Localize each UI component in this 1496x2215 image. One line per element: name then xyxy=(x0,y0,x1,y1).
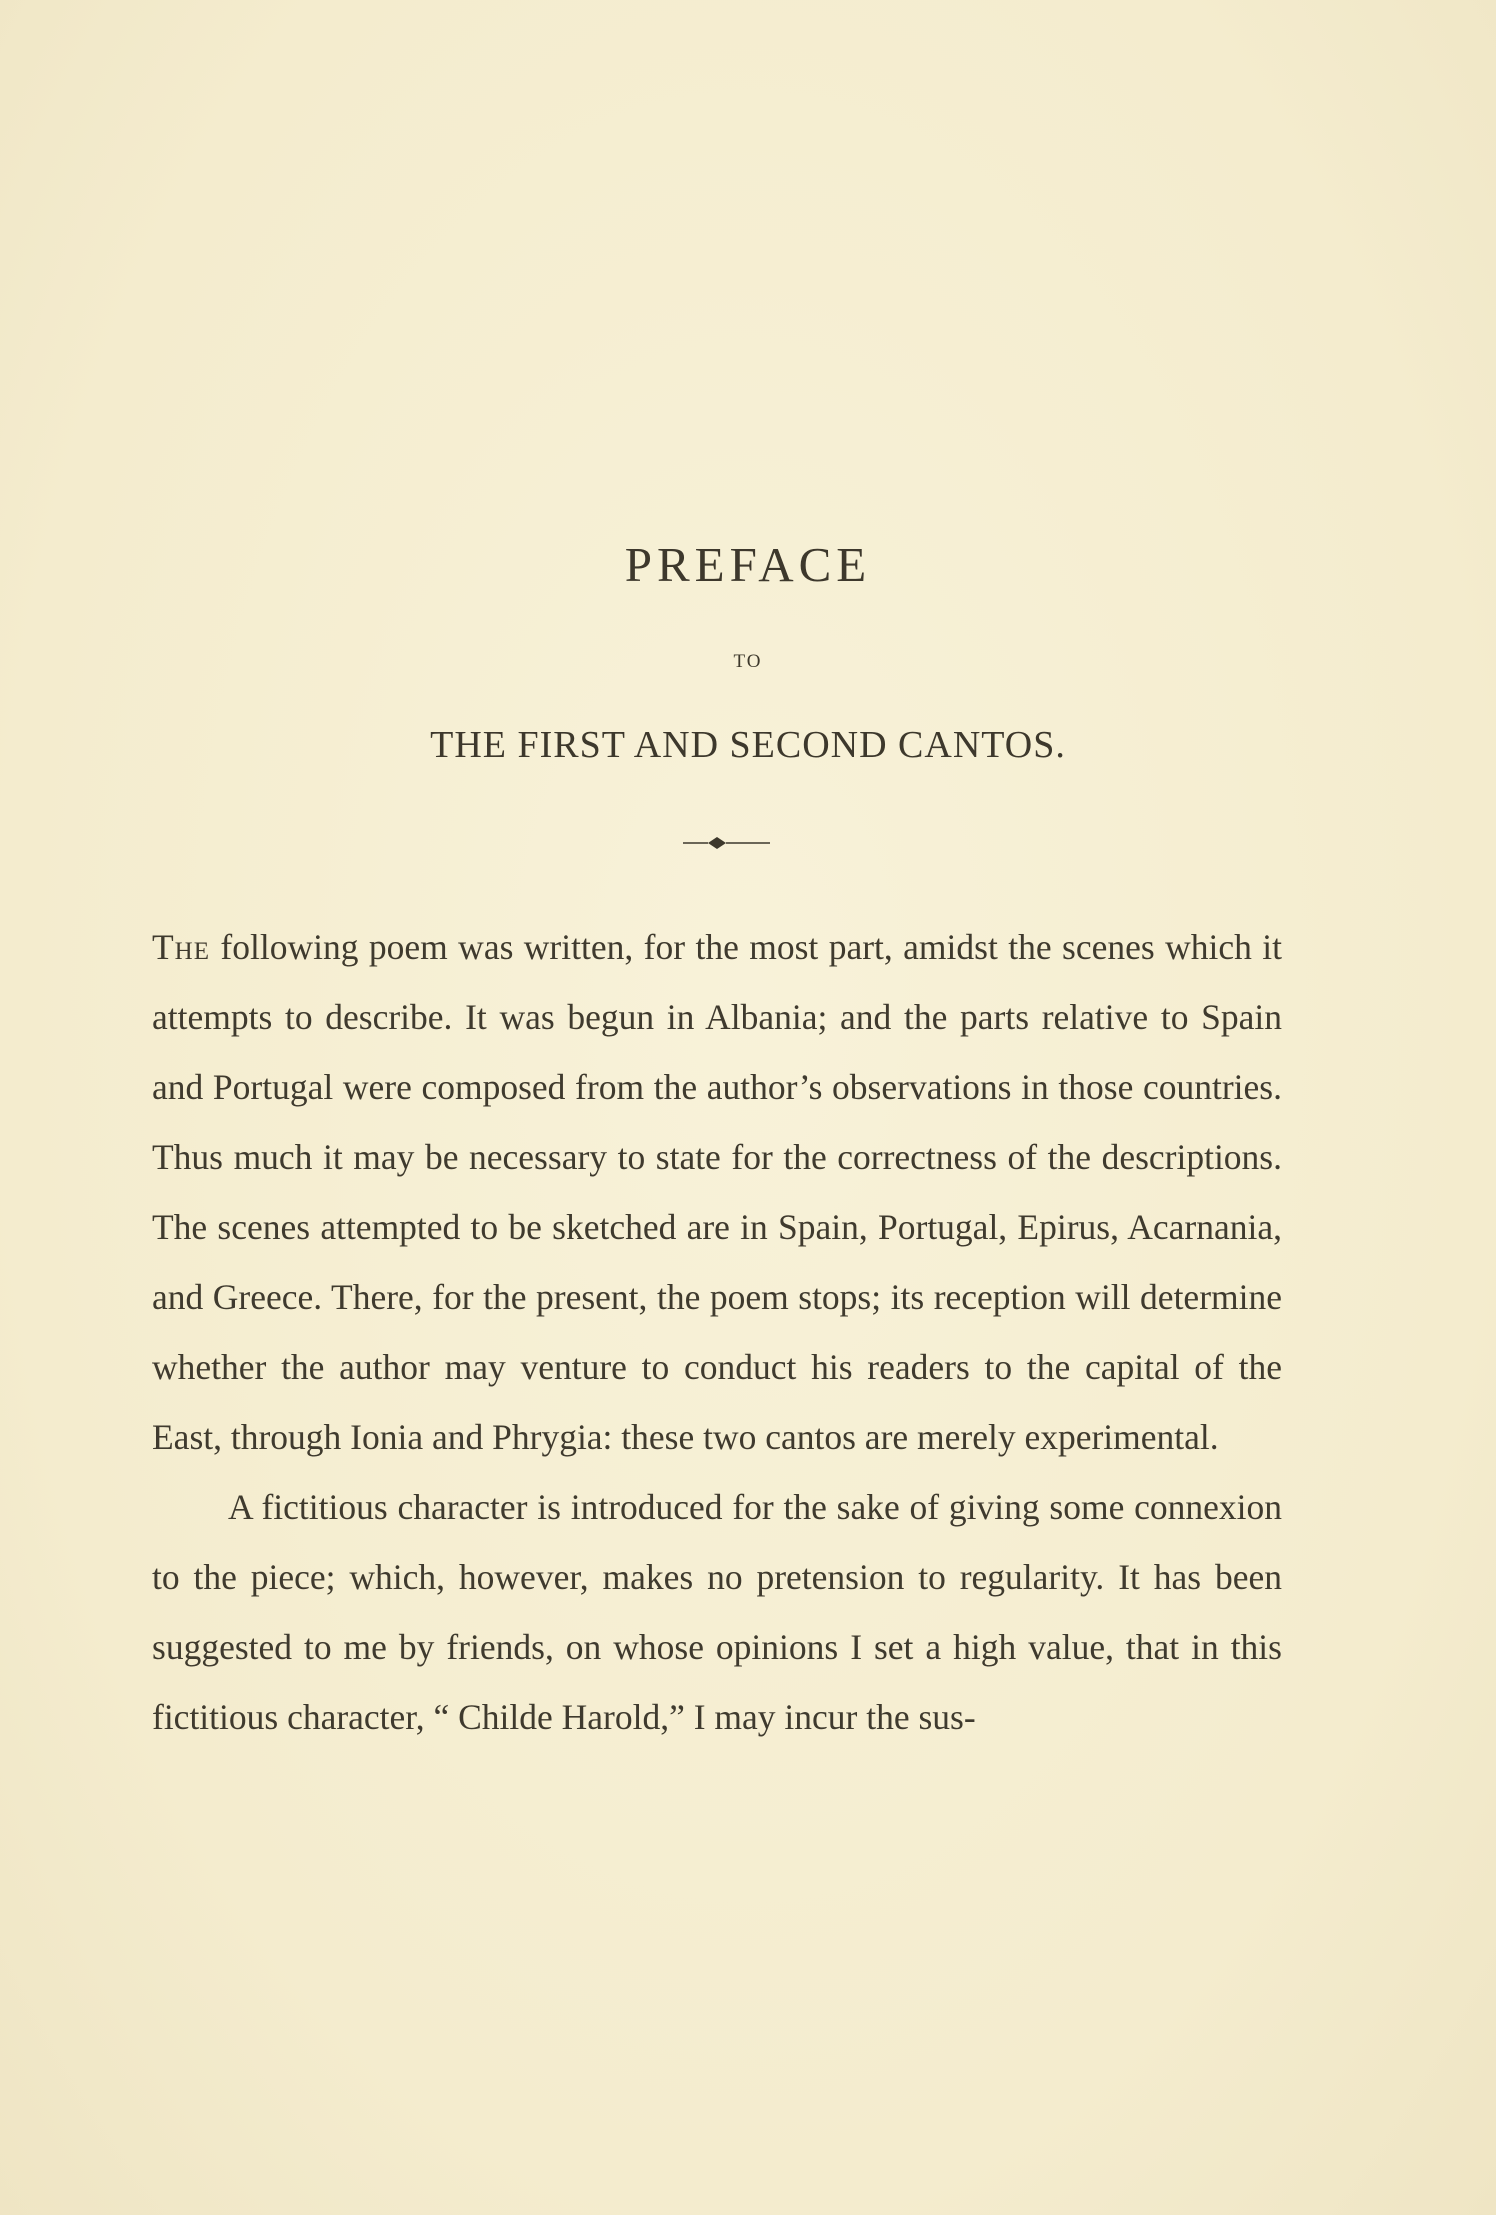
preface-text xyxy=(152,912,1282,1752)
page-title: PREFACE xyxy=(624,537,872,592)
paragraph-1-text: following poem was written, for the most part, amidst the scenes which it attempts to describe. It was begun in Albania; and the parts relative to Spain and Portugal were composed from the author’s observations in those countries. Thus much it may be necessary to state for the correctness of the descriptions. The scenes attempted to be sketched are in Spain, Portugal, Epirus, Acarnania, and Greece. There, for the present, the poem stops; its reception will determine whether the author may venture to conduct his readers to the capital of the East, through Ionia and Phrygia: these two cantos are merely experimental. xyxy=(152,927,1282,1457)
paragraph-1 xyxy=(152,912,1282,1472)
paragraph-2: A fictitious character is introduced for the sake of giving some connexion to the piece; which, however, makes no pretension to regularity. It has been suggested to me by friends, on whose opinions I set a high value, that in this fictitious character, “ Childe Harold,” I may incur the sus- xyxy=(152,1487,1282,1737)
page-subtitle: THE FIRST AND SECOND CANTOS. xyxy=(430,724,1066,766)
drop-word: The xyxy=(152,927,211,967)
ornament-divider xyxy=(0,828,1496,858)
title-connector: TO xyxy=(733,651,763,672)
